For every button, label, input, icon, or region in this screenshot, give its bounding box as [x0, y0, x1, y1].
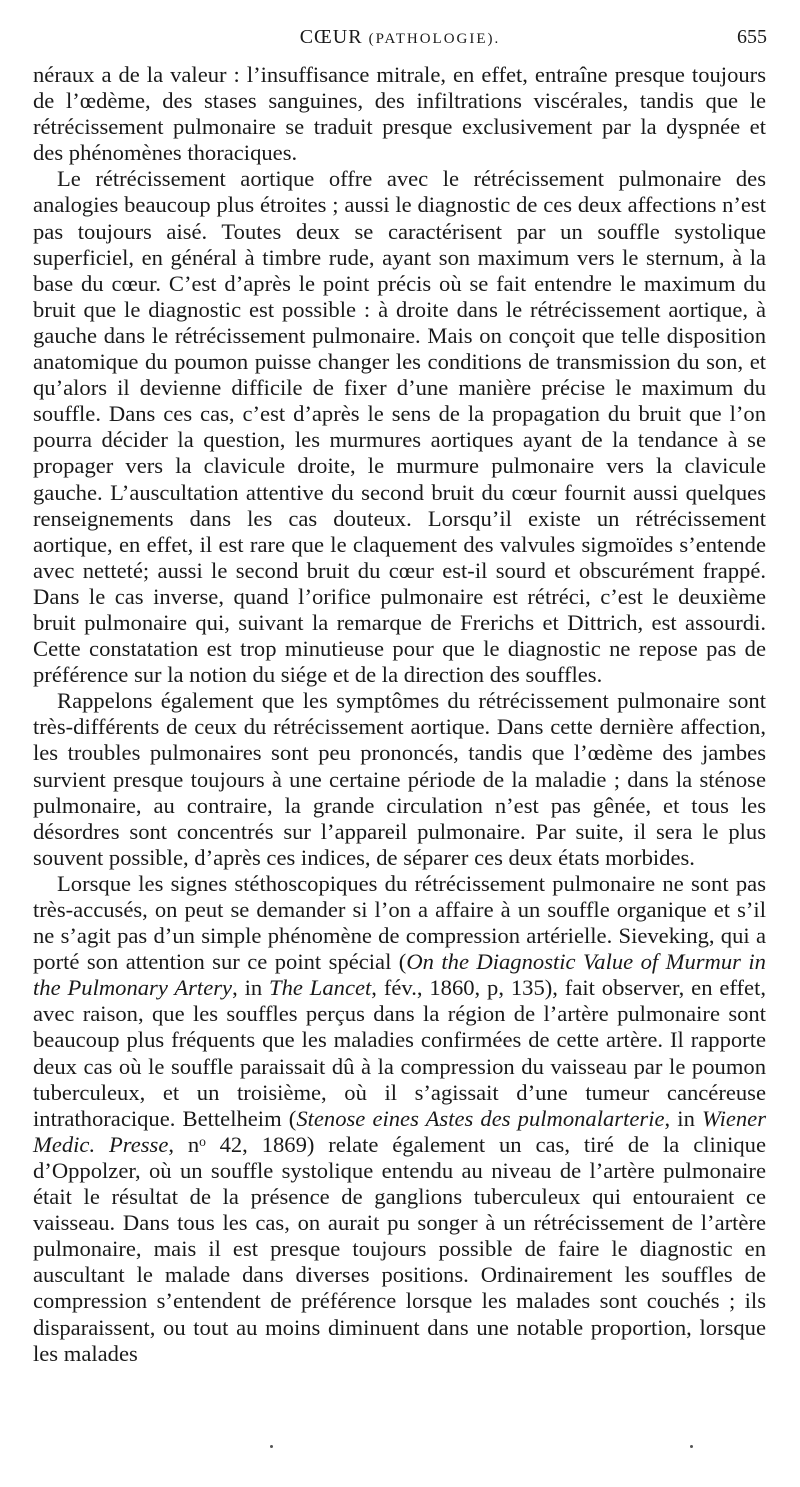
running-title-main: CŒUR: [299, 26, 363, 48]
paragraph: [33, 871, 766, 1367]
italic-citation: Wiener Medic. Presse: [33, 1105, 766, 1157]
text-run: Le rétrécissement aortique offre avec le rétrécissement pulmonaire des analogies beaucoup plus étroites ; aussi le diagnostic de ces deux affections n’est pas toujours aisé. Toutes deux se caractérisent par un souffle systolique superficiel, en général à timbre rude, ayant son maximum vers le sternum, à la base du cœur. C’est d’après le point précis où se fait entendre le maximum du bruit que le diagnostic est possible : à droite dans le rétrécissement aortique, à gauche dans le rétrécissement pulmonaire. Mais on conçoit que telle disposition anatomique du poumon puisse changer les conditions de transmission du son, et qu’alors il devienne difficile de fixer d’une manière précise le maximum du souffle. Dans ces cas, c’est d’après le sens de la propagation du bruit que l’on pourra décider la question, les murmures aortiques ayant de la tendance à se propager vers la clavicule droite, le murmure pulmonaire vers la clavicule gauche. L’auscultation attentive du second bruit du cœur fournit aussi quelques renseignements dans les cas douteux. Lorsqu’il existe un rétrécissement aortique, en effet, il est rare que le claquement des valvules sigmoïdes s’entende avec netteté; aussi le second bruit du cœur est-il sourd et obscurément frappé. Dans le cas inverse, quand l’orifice pulmonaire est rétréci, c’est le deuxième bruit pulmonaire qui, suivant la remarque de Frerichs et Dittrich, est assourdi. Cette constatation est trop minutieuse pour que le diagnostic ne repose pas de préférence sur la notion du siége et de la direction des souffles.: [33, 166, 766, 688]
text-run: néraux a de la valeur : l’insuffisance mitrale, en effet, entraîne presque toujours de l’œdème, des stases sanguines, des infiltrations viscérales, tandis que le rétrécissement pulmonaire se traduit presque exclusivement par la dyspnée et des phénomènes thoraciques.: [33, 62, 766, 166]
print-mark: [270, 1445, 273, 1448]
text-run: , in: [232, 975, 270, 1001]
italic-citation: On the Diagnostic Value of Murmur in the Pulmonary Artery: [33, 949, 766, 1001]
paragraph: [33, 62, 766, 166]
bottom-marks: [0, 1445, 800, 1455]
running-title: [33, 26, 767, 49]
text-run: Rappelons également que les symptômes du rétrécissement pulmonaire sont très-différents de ceux du rétrécissement aortique. Dans cette dernière affection, les troubles pulmonaires sont peu prononcés, tandis que l’œdème des jambes survient presque toujours à une certaine période de la maladie ; dans la sténose pulmonaire, au contraire, la grande circulation n’est pas gênée, et tous les désordres sont concentrés sur l’appareil pulmonaire. Par suite, il sera le plus souvent possible, d’après ces indices, de séparer ces deux états morbides.: [33, 688, 766, 870]
italic-citation: The Lancet: [269, 975, 372, 1001]
running-title-section: (PATHOLOGIE).: [368, 31, 501, 47]
text-run: Lorsque les signes stéthoscopiques du rétrécissement pulmonaire ne sont pas très-accusés, on peut se demander si l’on a affaire à un souffle organique et s’il ne s’agit pas d’un simple phénomène de compression artérielle. Sieveking, qui a porté son attention sur ce point spécial (: [33, 870, 766, 975]
running-header: [33, 26, 767, 56]
text-run: , fév., 1860, p, 135), fait observer, en effet, avec raison, que les souffles perçus dans la région de l’artère pulmonaire sont beaucoup plus fréquents que les maladies confirmées de cette artère. Il rapporte deux cas où le souffle paraissait dû à la compression du vaisseau par le poumon tuberculeux, et un troisième, où il s’agissait d’une tumeur cancéreuse intrathoracique. Bettelheim (: [33, 975, 766, 1131]
paragraph: [33, 166, 766, 688]
paragraph: [33, 688, 766, 871]
italic-citation: Stenose eines Astes des pulmonalarterie: [296, 1105, 665, 1131]
print-mark: [690, 1445, 693, 1448]
text-run: , nᵒ 42, 1869) relate également un cas, tiré de la clinique d’Oppolzer, où un souffle systolique entendu au niveau de l’artère pulmonaire était le résultat de la présence de ganglions tuberculeux qui entouraient ce vaisseau. Dans tous les cas, on aurait pu songer à un rétrécissement de l’artère pulmonaire, mais il est presque toujours possible de faire le diagnostic en auscultant le malade dans diverses positions. Ordinairement les souffles de compression s’entendent de préférence lorsque les malades sont couchés ; ils disparaissent, ou tout au moins diminuent dans une notable proportion, lorsque les malades: [33, 1131, 766, 1366]
text-run: , in: [664, 1105, 702, 1131]
body-text: [33, 62, 766, 1367]
page-number: 655: [737, 26, 767, 48]
